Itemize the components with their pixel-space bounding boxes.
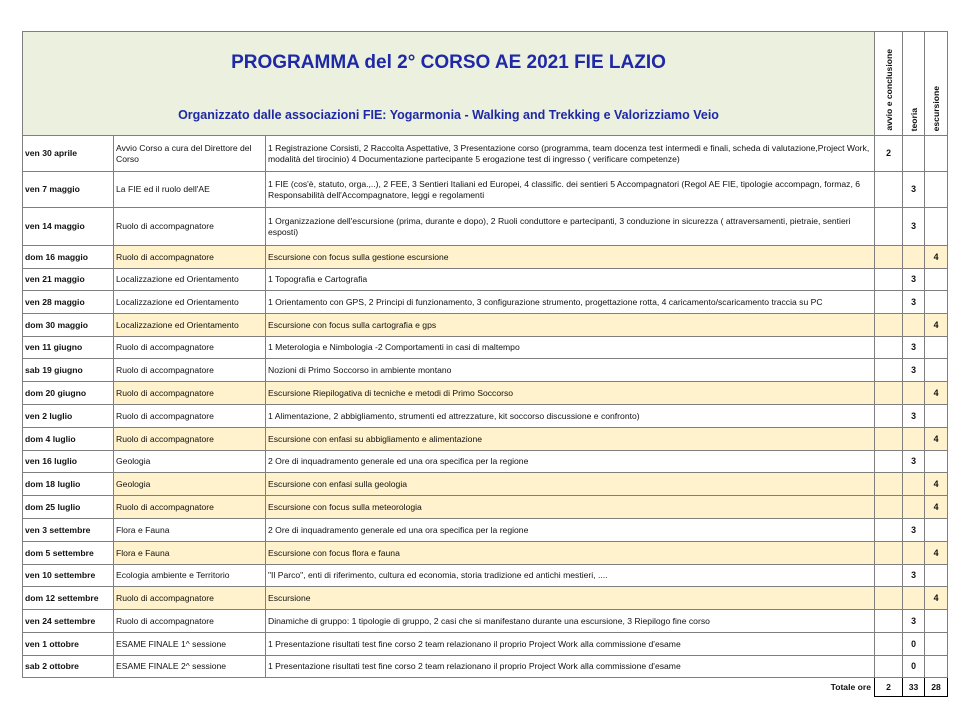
row-topic: ESAME FINALE 2^ sessione xyxy=(114,656,266,678)
row-avvio-hours xyxy=(875,633,903,656)
row-date: ven 7 maggio xyxy=(23,172,114,208)
column-label-avvio: avvio e conclusione xyxy=(883,49,894,131)
page-title: PROGRAMMA del 2° CORSO AE 2021 FIE LAZIO xyxy=(231,52,666,73)
table-row xyxy=(23,519,948,542)
row-date: dom 4 luglio xyxy=(23,428,114,451)
table-row xyxy=(23,610,948,633)
row-date: dom 20 giugno xyxy=(23,382,114,405)
row-topic: Flora e Fauna xyxy=(114,542,266,565)
row-description: 2 Ore di inquadramento generale ed una ora specifica per la regione xyxy=(266,519,875,542)
table-row xyxy=(23,314,948,337)
table-row xyxy=(23,633,948,656)
header-cell xyxy=(23,32,875,136)
row-topic: Geologia xyxy=(114,473,266,496)
row-escursione-hours: 4 xyxy=(925,496,948,519)
row-description: 1 Orientamento con GPS, 2 Principi di funzionamento, 3 configurazione strumento, progettazione rotta, 4 caricamento/scaricamento traccia su PC xyxy=(266,291,875,314)
row-avvio-hours xyxy=(875,337,903,359)
row-description: Nozioni di Primo Soccorso in ambiente montano xyxy=(266,359,875,382)
row-topic: Localizzazione ed Orientamento xyxy=(114,269,266,291)
column-label-escursione: escursione xyxy=(930,85,941,131)
row-escursione-hours xyxy=(925,291,948,314)
column-label-teoria: teoria xyxy=(908,107,919,131)
row-description: 1 Organizzazione dell'escursione (prima, durante e dopo), 2 Ruoli conduttore e partecipanti, 3 conduzione in sicurezza ( attraversamenti, pietraie, sentieri esposti) xyxy=(266,208,875,246)
table-row xyxy=(23,496,948,519)
row-avvio-hours xyxy=(875,405,903,428)
total-teoria: 33 xyxy=(903,678,925,697)
row-teoria-hours: 3 xyxy=(903,519,925,542)
row-avvio-hours xyxy=(875,291,903,314)
row-description: 1 Topografia e Cartografia xyxy=(266,269,875,291)
row-description: 1 Presentazione risultati test fine corso 2 team relazionano il proprio Project Work alla commissione d'esame xyxy=(266,656,875,678)
row-teoria-hours xyxy=(903,246,925,269)
totals-row xyxy=(23,678,948,697)
row-avvio-hours xyxy=(875,172,903,208)
row-teoria-hours: 3 xyxy=(903,565,925,587)
total-escursione: 28 xyxy=(925,678,948,697)
row-teoria-hours: 3 xyxy=(903,208,925,246)
row-topic: Ruolo di accompagnatore xyxy=(114,382,266,405)
row-escursione-hours xyxy=(925,610,948,633)
row-avvio-hours xyxy=(875,542,903,565)
row-teoria-hours: 0 xyxy=(903,633,925,656)
row-teoria-hours xyxy=(903,587,925,610)
row-escursione-hours xyxy=(925,359,948,382)
row-topic: Avvio Corso a cura del Direttore del Corso xyxy=(114,136,266,172)
row-date: dom 12 settembre xyxy=(23,587,114,610)
row-date: ven 16 luglio xyxy=(23,451,114,473)
row-date: ven 30 aprile xyxy=(23,136,114,172)
row-topic: Ruolo di accompagnatore xyxy=(114,208,266,246)
row-description: 1 Meterologia e Nimbologia -2 Comportamenti in casi di maltempo xyxy=(266,337,875,359)
row-description: Escursione con enfasi sulla geologia xyxy=(266,473,875,496)
row-date: dom 5 settembre xyxy=(23,542,114,565)
schedule-sheet xyxy=(22,31,947,697)
row-avvio-hours xyxy=(875,269,903,291)
row-avvio-hours xyxy=(875,587,903,610)
table-row xyxy=(23,473,948,496)
row-date: dom 16 maggio xyxy=(23,246,114,269)
row-avvio-hours xyxy=(875,656,903,678)
row-avvio-hours xyxy=(875,519,903,542)
row-escursione-hours xyxy=(925,451,948,473)
row-topic: Ruolo di accompagnatore xyxy=(114,610,266,633)
page-subtitle: Organizzato dalle associazioni FIE: Yogarmonia - Walking and Trekking e Valorizziamo Veio xyxy=(178,108,719,122)
table-row xyxy=(23,172,948,208)
row-description: Escursione con focus sulla cartografia e gps xyxy=(266,314,875,337)
row-teoria-hours xyxy=(903,382,925,405)
row-avvio-hours xyxy=(875,451,903,473)
row-description: Escursione con focus sulla meteorologia xyxy=(266,496,875,519)
row-date: ven 21 maggio xyxy=(23,269,114,291)
row-date: dom 30 maggio xyxy=(23,314,114,337)
row-description: 1 FIE (cos'è, statuto, orga.,..), 2 FEE, 3 Sentieri Italiani ed Europei, 4 classific. dei sentieri 5 Accompagnatori (Regol AE FIE, tipologie accompagn, formaz, 6 Responsabilità dell'Accompagnatore, leggi e regolamenti xyxy=(266,172,875,208)
row-escursione-hours xyxy=(925,633,948,656)
row-escursione-hours: 4 xyxy=(925,473,948,496)
row-escursione-hours xyxy=(925,656,948,678)
row-escursione-hours xyxy=(925,337,948,359)
table-row xyxy=(23,565,948,587)
row-description: Escursione xyxy=(266,587,875,610)
row-topic: Ruolo di accompagnatore xyxy=(114,359,266,382)
row-teoria-hours: 0 xyxy=(903,656,925,678)
column-header-teoria xyxy=(903,32,925,136)
row-escursione-hours: 4 xyxy=(925,542,948,565)
row-topic: ESAME FINALE 1^ sessione xyxy=(114,633,266,656)
row-teoria-hours: 3 xyxy=(903,451,925,473)
row-date: ven 3 settembre xyxy=(23,519,114,542)
row-description: Escursione con focus flora e fauna xyxy=(266,542,875,565)
row-escursione-hours xyxy=(925,565,948,587)
row-avvio-hours xyxy=(875,610,903,633)
row-description: Escursione Riepilogativa di tecniche e metodi di Primo Soccorso xyxy=(266,382,875,405)
row-avvio-hours xyxy=(875,246,903,269)
table-row xyxy=(23,208,948,246)
row-avvio-hours xyxy=(875,382,903,405)
row-description: 1 Alimentazione, 2 abbigliamento, strumenti ed attrezzature, kit soccorso discussione e confronto) xyxy=(266,405,875,428)
header-row xyxy=(23,32,948,136)
row-description: Escursione con focus sulla gestione escursione xyxy=(266,246,875,269)
table-row xyxy=(23,587,948,610)
row-date: ven 11 giugno xyxy=(23,337,114,359)
row-date: sab 19 giugno xyxy=(23,359,114,382)
row-teoria-hours xyxy=(903,314,925,337)
table-row xyxy=(23,382,948,405)
table-row xyxy=(23,246,948,269)
row-escursione-hours: 4 xyxy=(925,587,948,610)
row-date: ven 2 luglio xyxy=(23,405,114,428)
row-date: sab 2 ottobre xyxy=(23,656,114,678)
row-teoria-hours xyxy=(903,473,925,496)
row-description: 1 Presentazione risultati test fine corso 2 team relazionano il proprio Project Work alla commissione d'esame xyxy=(266,633,875,656)
row-escursione-hours xyxy=(925,519,948,542)
table-row xyxy=(23,136,948,172)
table-row xyxy=(23,337,948,359)
row-date: dom 25 luglio xyxy=(23,496,114,519)
row-topic: Ruolo di accompagnatore xyxy=(114,496,266,519)
row-escursione-hours: 4 xyxy=(925,428,948,451)
row-topic: Localizzazione ed Orientamento xyxy=(114,291,266,314)
row-escursione-hours xyxy=(925,208,948,246)
row-escursione-hours xyxy=(925,136,948,172)
row-teoria-hours xyxy=(903,428,925,451)
row-topic: Geologia xyxy=(114,451,266,473)
row-topic: Ruolo di accompagnatore xyxy=(114,246,266,269)
row-topic: La FIE ed il ruolo dell'AE xyxy=(114,172,266,208)
row-topic: Ecologia ambiente e Territorio xyxy=(114,565,266,587)
table-row xyxy=(23,291,948,314)
row-date: ven 10 settembre xyxy=(23,565,114,587)
row-topic: Localizzazione ed Orientamento xyxy=(114,314,266,337)
row-avvio-hours xyxy=(875,565,903,587)
row-escursione-hours xyxy=(925,172,948,208)
table-row xyxy=(23,428,948,451)
totals-label: Totale ore xyxy=(830,681,872,692)
row-escursione-hours xyxy=(925,269,948,291)
row-avvio-hours xyxy=(875,473,903,496)
row-avvio-hours xyxy=(875,496,903,519)
row-date: ven 1 ottobre xyxy=(23,633,114,656)
row-topic: Ruolo di accompagnatore xyxy=(114,337,266,359)
row-topic: Ruolo di accompagnatore xyxy=(114,587,266,610)
row-escursione-hours: 4 xyxy=(925,314,948,337)
table-row xyxy=(23,359,948,382)
row-description: 2 Ore di inquadramento generale ed una ora specifica per la regione xyxy=(266,451,875,473)
row-date: ven 14 maggio xyxy=(23,208,114,246)
row-teoria-hours: 3 xyxy=(903,291,925,314)
row-avvio-hours xyxy=(875,208,903,246)
row-topic: Ruolo di accompagnatore xyxy=(114,405,266,428)
row-description: Escursione con enfasi su abbigliamento e alimentazione xyxy=(266,428,875,451)
row-teoria-hours: 3 xyxy=(903,610,925,633)
row-escursione-hours xyxy=(925,405,948,428)
row-teoria-hours xyxy=(903,542,925,565)
row-teoria-hours: 3 xyxy=(903,359,925,382)
total-avvio: 2 xyxy=(875,678,903,697)
row-escursione-hours: 4 xyxy=(925,246,948,269)
table-row xyxy=(23,542,948,565)
row-topic: Flora e Fauna xyxy=(114,519,266,542)
schedule-table xyxy=(22,31,948,697)
row-date: dom 18 luglio xyxy=(23,473,114,496)
row-teoria-hours: 3 xyxy=(903,269,925,291)
row-teoria-hours: 3 xyxy=(903,172,925,208)
column-header-avvio xyxy=(875,32,903,136)
row-description: "Il Parco", enti di riferimento, cultura ed economia, storia tradizione ed antichi mestieri, .... xyxy=(266,565,875,587)
table-row xyxy=(23,451,948,473)
row-description: Dinamiche di gruppo: 1 tipologie di gruppo, 2 casi che si manifestano durante una escursione, 3 Riepilogo fine corso xyxy=(266,610,875,633)
table-row xyxy=(23,656,948,678)
row-escursione-hours: 4 xyxy=(925,382,948,405)
column-header-escursione xyxy=(925,32,948,136)
row-avvio-hours xyxy=(875,314,903,337)
row-date: ven 24 settembre xyxy=(23,610,114,633)
row-avvio-hours xyxy=(875,359,903,382)
row-avvio-hours: 2 xyxy=(875,136,903,172)
table-row xyxy=(23,269,948,291)
row-description: 1 Registrazione Corsisti, 2 Raccolta Aspettative, 3 Presentazione corso (programma, team docenza test intermedi e finali, scheda di valutazione,Project Work, modalità del tirocinio) 4 Documentazione partecipante 5 erogazione test di ingresso ( verificare competenze) xyxy=(266,136,875,172)
row-teoria-hours xyxy=(903,136,925,172)
row-topic: Ruolo di accompagnatore xyxy=(114,428,266,451)
row-teoria-hours: 3 xyxy=(903,405,925,428)
row-teoria-hours: 3 xyxy=(903,337,925,359)
row-teoria-hours xyxy=(903,496,925,519)
table-row xyxy=(23,405,948,428)
row-avvio-hours xyxy=(875,428,903,451)
row-date: ven 28 maggio xyxy=(23,291,114,314)
